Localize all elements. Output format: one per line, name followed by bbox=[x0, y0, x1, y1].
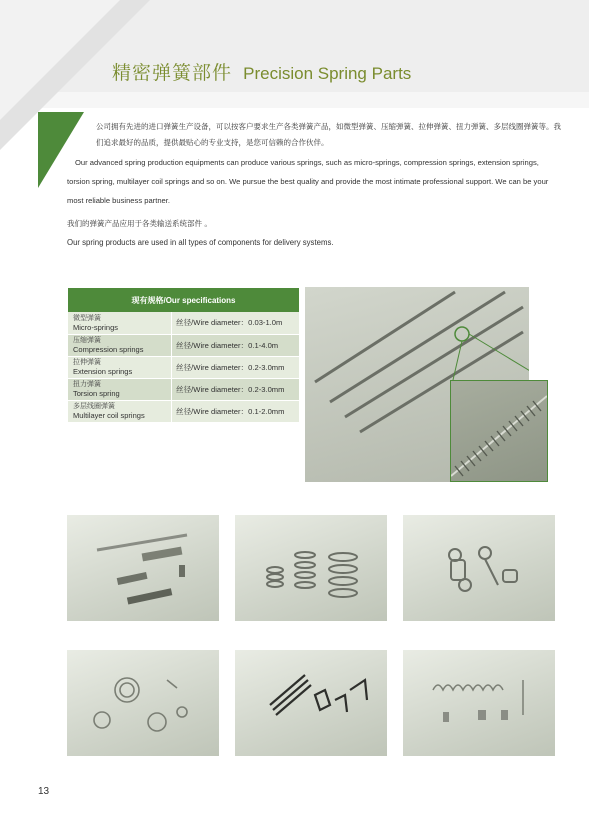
spring-zoom-inset bbox=[450, 380, 548, 482]
spec-value: 丝径/Wire diameter：0.1-4.0m bbox=[176, 340, 279, 350]
spec-name-cn: 微型弹簧 bbox=[73, 313, 101, 322]
spec-name-en: Multilayer coil springs bbox=[73, 411, 145, 420]
spec-name-en: Compression springs bbox=[73, 345, 144, 354]
black-torsion-springs-photo bbox=[235, 650, 387, 756]
spec-row bbox=[68, 334, 299, 356]
spec-name-cn: 扭力弹簧 bbox=[73, 380, 101, 388]
spec-value: 丝径/Wire diameter：0.1-2.0mm bbox=[176, 406, 285, 416]
specifications-header: 现有规格/Our specifications bbox=[68, 288, 299, 312]
spec-row bbox=[68, 356, 299, 378]
torsion-springs-photo bbox=[67, 650, 219, 756]
application-note-en: Our spring products are used in all types of components for delivery systems. bbox=[67, 238, 334, 247]
spec-row bbox=[68, 378, 299, 400]
hook-springs-photo bbox=[403, 515, 555, 621]
spec-name-en: Micro-springs bbox=[73, 322, 119, 332]
specifications-table bbox=[68, 288, 299, 423]
compression-springs-photo bbox=[235, 515, 387, 621]
spec-name-cn: 多层线圈弹簧 bbox=[73, 402, 115, 410]
spec-value: 丝径/Wire diameter：0.2-3.0mm bbox=[176, 362, 285, 372]
application-note-cn: 我们的弹簧产品应用于各类输送系统部件 。 bbox=[67, 219, 212, 228]
spec-name-cn: 压缩弹簧 bbox=[73, 336, 101, 344]
spec-value: 丝径/Wire diameter：0.2-3.0mm bbox=[176, 384, 285, 394]
intro-text-en: Our advanced spring production equipments can produce various springs, such as micro-springs, compression springs, extension springs, torsion spring, multilayer coil springs and so on. We pursue the best quality and provide the most intimate professional support. We can be your most reliable business partner. bbox=[67, 158, 549, 205]
spec-name-en: Extension springs bbox=[73, 367, 133, 376]
extension-springs-photo bbox=[67, 515, 219, 621]
spec-value: 丝径/Wire diameter：0.03-1.0m bbox=[176, 318, 283, 328]
intro-text-cn: 公司拥有先进的进口弹簧生产设备，可以按客户要求生产各类弹簧产品，如微型弹簧、压缩弹簧、拉伸弹簧、扭力弹簧、多层线圈弹簧等。我们追求最好的品质，提供最贴心的专业支持，是您可信赖的合作伙伴。 bbox=[96, 122, 561, 147]
spec-name-en: Torsion spring bbox=[73, 389, 120, 398]
spec-row bbox=[68, 312, 299, 334]
page-title-en: Precision Spring Parts bbox=[243, 64, 412, 83]
page-title bbox=[112, 58, 411, 85]
spec-row bbox=[68, 400, 299, 422]
page-number: 13 bbox=[38, 786, 50, 797]
wire-forms-photo bbox=[403, 650, 555, 756]
page-title-cn: 精密弹簧部件 bbox=[112, 62, 233, 84]
spec-name-cn: 拉伸弹簧 bbox=[73, 358, 101, 366]
